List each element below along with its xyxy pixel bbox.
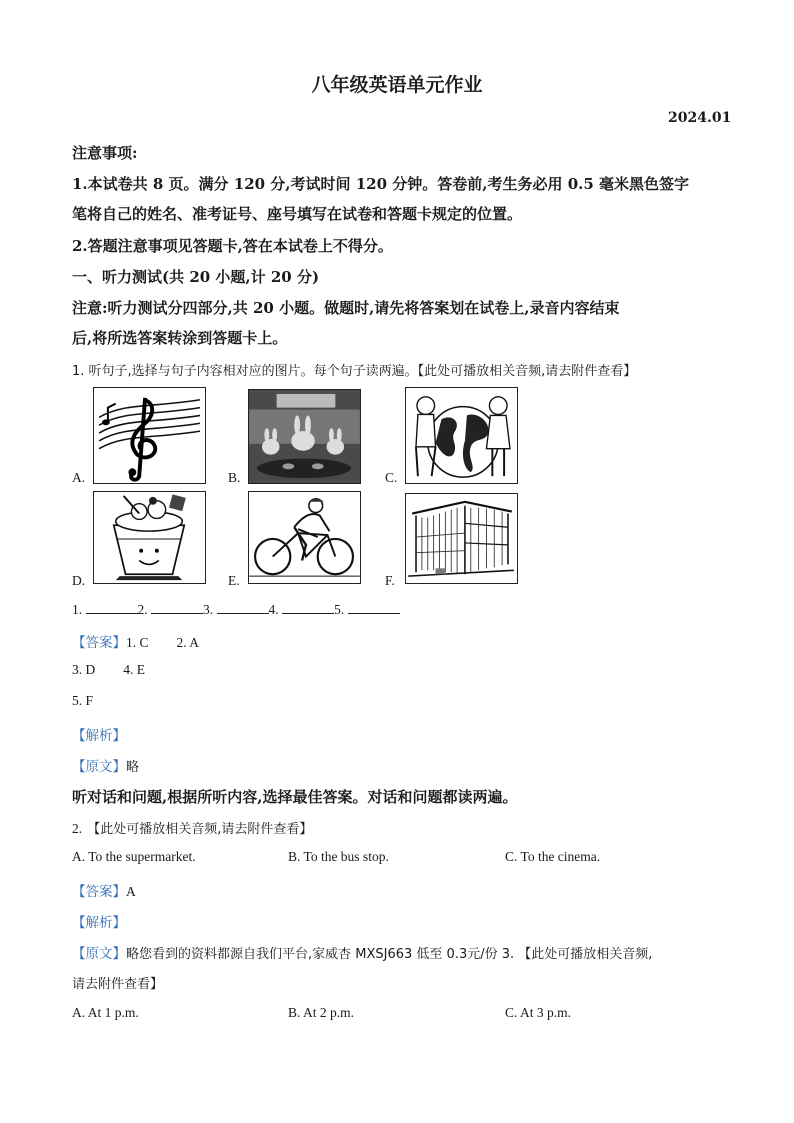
q2-option-a: A. To the supermarket.: [72, 849, 196, 864]
answer-blank-2[interactable]: [151, 601, 203, 614]
q1-analysis-tag: 【解析】: [72, 728, 126, 744]
question-2-stem: [72, 818, 312, 837]
blank-label-2: 2.: [137, 602, 148, 617]
option-c-label: C.: [385, 470, 398, 485]
q2-answer-tag: 【答案】: [72, 884, 126, 900]
option-a-label: A.: [72, 470, 86, 485]
q1-original-text: 略: [126, 760, 140, 775]
answer-blank-5[interactable]: [348, 601, 400, 614]
ice-cream-cup-icon: [93, 491, 206, 584]
notice-item-1-line-2: 笔将自己的姓名、准考证号、座号填写在试卷和答题卡规定的位置。: [72, 205, 523, 223]
notice-item-1-line-1: 1.本试卷共 8 页。满分 120 分,考试时间 120 分钟。答卷前,考生务必用 0.5 毫米黑色签字: [72, 175, 690, 193]
option-b-label: B.: [228, 470, 241, 485]
blank-label-3: 3.: [203, 602, 214, 617]
q1-answer-line-2: [72, 662, 145, 678]
answer-4: 4. E: [123, 662, 145, 677]
section-1-note-line-1: 注意:听力测试分四部分,共 20 小题。做题时,请先将答案划在试卷上,录音内容结束: [72, 299, 620, 317]
q2-original-tag: 【原文】: [72, 946, 126, 962]
q2-option-c: C. To the cinema.: [505, 849, 601, 864]
music-note-icon: [93, 387, 206, 484]
answer-blank-1[interactable]: [86, 601, 138, 614]
q3-option-a: A. At 1 p.m.: [72, 1005, 139, 1020]
q2-original-line-1: [72, 942, 652, 962]
q2-original-text: 略您看到的资料都源自我们平台,家威杏 MXSJ663 低至 0.3元/份 3. 【此处可播放相关音频,: [126, 947, 653, 962]
option-f-label: F.: [385, 573, 395, 588]
option-e-label: E.: [228, 573, 240, 588]
children-globe-icon: [405, 387, 518, 484]
answer-blanks-row: [72, 601, 400, 618]
q3-option-b: B. At 2 p.m.: [288, 1005, 355, 1020]
part-2-instruction: 听对话和问题,根据所听内容,选择最佳答案。对话和问题都读两遍。: [72, 788, 518, 806]
q2-answer: A: [126, 884, 136, 899]
option-d-label: D.: [72, 573, 86, 588]
q2-original-line-2: 请去附件查看】: [72, 977, 164, 992]
q2-answer-line: [72, 880, 136, 900]
q1-original-line: [72, 755, 139, 775]
question-2-audio-note: 【此处可播放相关音频,请去附件查看】: [87, 822, 313, 837]
exam-date: 2024.01: [668, 110, 732, 126]
building-icon: [405, 493, 518, 584]
answer-blank-4[interactable]: [282, 601, 334, 614]
q1-original-tag: 【原文】: [72, 759, 126, 775]
blank-label-5: 5.: [334, 602, 345, 617]
section-1-heading: 一、听力测试(共 20 小题,计 20 分): [72, 268, 320, 286]
q3-option-c: C. At 3 p.m.: [505, 1005, 572, 1020]
question-2-number: 2.: [72, 821, 83, 836]
q1-answer-line-1: [72, 631, 199, 651]
answer-blank-3[interactable]: [217, 601, 269, 614]
answer-1: 1. C: [126, 635, 149, 650]
notice-heading: 注意事项:: [72, 144, 138, 162]
blank-label-4: 4.: [268, 602, 279, 617]
q2-analysis-tag: 【解析】: [72, 915, 126, 931]
notice-item-2: 2.答题注意事项见答题卡,答在本试卷上不得分。: [72, 237, 393, 255]
answer-tag: 【答案】: [72, 635, 126, 651]
rabbits-photo-icon: [248, 389, 361, 484]
blank-label-1: 1.: [72, 602, 83, 617]
section-1-note-line-2: 后,将所选答案转涂到答题卡上。: [72, 329, 288, 347]
q2-option-b: B. To the bus stop.: [288, 849, 389, 864]
cyclist-icon: [248, 491, 361, 584]
question-1-stem: 1. 听句子,选择与句子内容相对应的图片。每个句子读两遍。【此处可播放相关音频,请去附件查看】: [72, 364, 637, 379]
answer-3: 3. D: [72, 662, 96, 677]
answer-5: 5. F: [72, 693, 94, 708]
answer-2: 2. A: [176, 635, 200, 650]
page-title: 八年级英语单元作业: [311, 74, 483, 96]
